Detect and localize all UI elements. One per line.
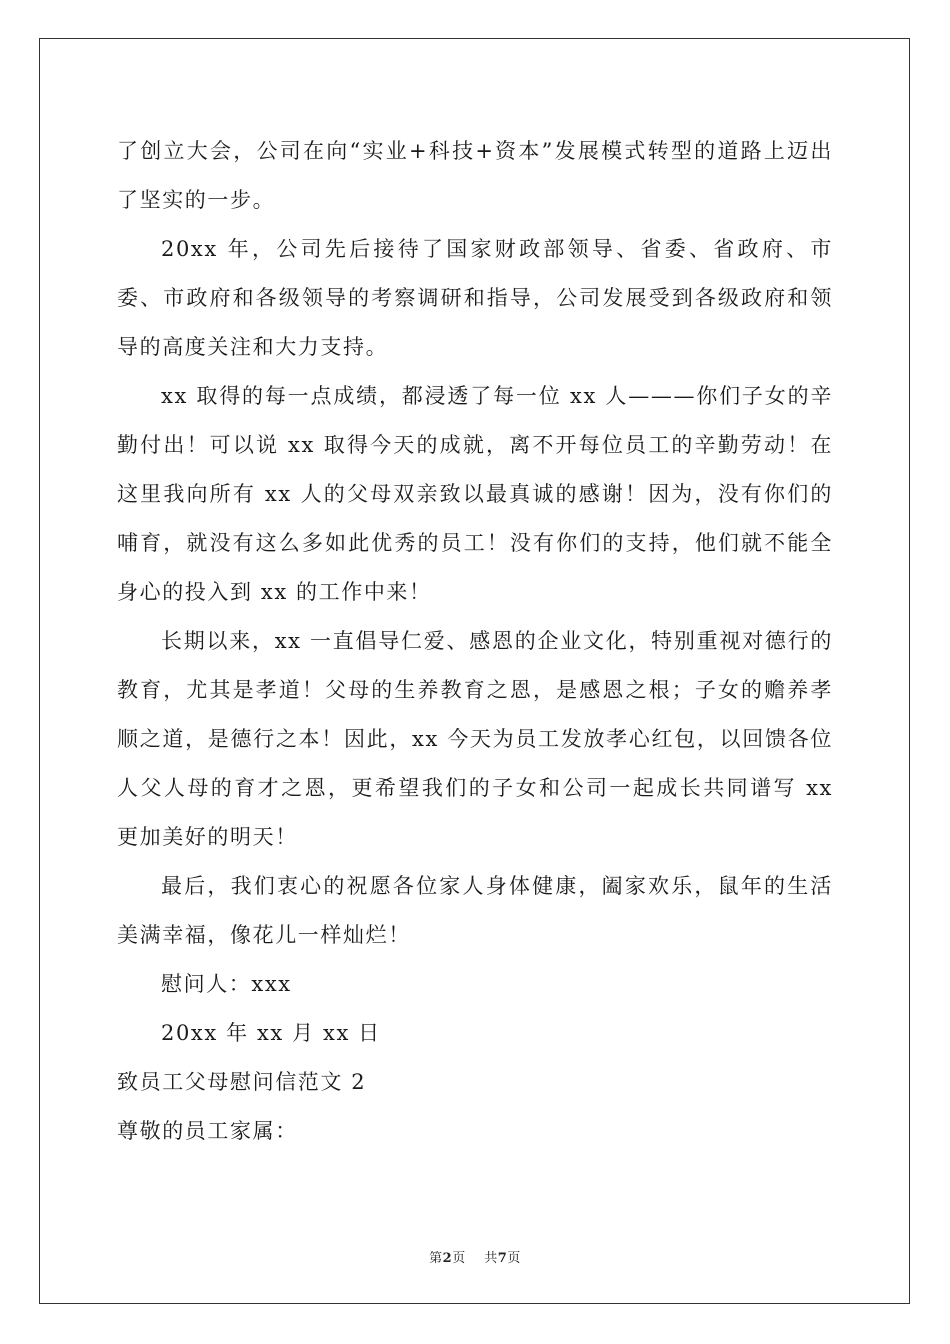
footer-total-suffix: 页 (507, 1251, 521, 1266)
current-page-number: 2 (442, 1251, 453, 1266)
paragraph-thanks: xx 取得的每一点成绩，都浸透了每一位 xx 人———你们子女的辛勤付出！可以说 xx 取得今天的成就，离不开每位员工的辛勤劳动！在这里我向所有 xx 人的父母双亲致以最真诚的感谢！因为，没有你们的哺育，就没有这么多如此优秀的员工！没有你们的支持，他们就不能全身心的投入到 xx 的工作中来！ (117, 384, 833, 604)
footer-prefix: 第 (429, 1251, 443, 1266)
paragraph-continued: 了创立大会，公司在向“实业+科技+资本”发展模式转型的道路上迈出了坚实的一步。 (117, 139, 833, 212)
salutation: 尊敬的员工家属： (117, 1119, 298, 1143)
paragraph-culture: 长期以来，xx 一直倡导仁爱、感恩的企业文化，特别重视对德行的教育，尤其是孝道！父母的生养教育之恩，是感恩之根；子女的赡养孝顺之道，是德行之本！因此，xx 今天为员工发放孝心红包，以回馈各位人父人母的育才之恩，更希望我们的子女和公司一起成长共同谱写 xx 更加美好的明天！ (117, 629, 833, 849)
letter-date: 20xx 年 xx 月 xx 日 (161, 1021, 381, 1045)
footer-page-suffix: 页 (452, 1251, 466, 1266)
page-footer (0, 1247, 950, 1266)
signature: 慰问人：xxx (161, 972, 292, 996)
footer-total-prefix: 共 (484, 1251, 498, 1266)
paragraph-wishes: 最后，我们衷心的祝愿各位家人身体健康，阖家欢乐，鼠年的生活美满幸福，像花儿一样灿烂！ (117, 874, 833, 947)
total-page-count: 7 (497, 1251, 508, 1266)
next-letter-title: 致员工父母慰问信范文 2 (117, 1070, 367, 1094)
document-body (117, 127, 833, 1156)
paragraph-visits: 20xx 年，公司先后接待了国家财政部领导、省委、省政府、市委、市政府和各级领导的考察调研和指导，公司发展受到各级政府和领导的高度关注和大力支持。 (117, 237, 833, 359)
